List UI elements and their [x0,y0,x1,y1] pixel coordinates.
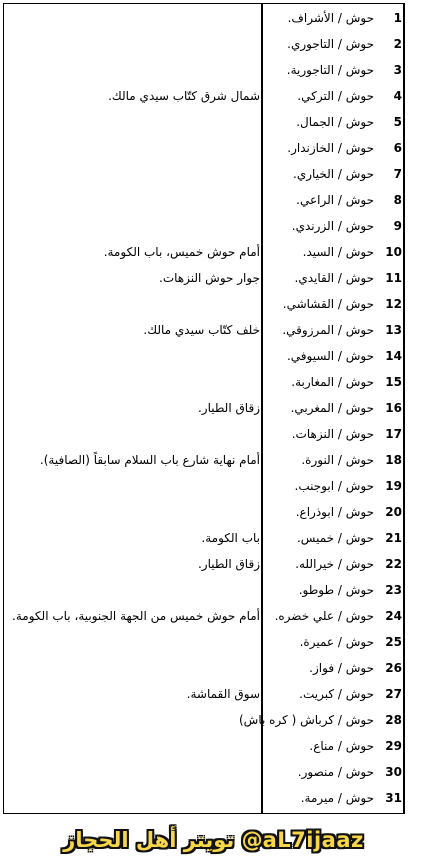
row-number: 31 [385,791,402,805]
hosh-name: حوش / التاجوري. [287,37,374,51]
row-number: 11 [385,271,402,285]
hosh-name: حوش / المغاربة. [291,375,374,389]
table-row [0,343,427,369]
table-row [0,785,427,811]
footer-twitter-handle: تويتر أهل الحجاز @aL7ijaaz [63,828,364,852]
table-row [0,187,427,213]
table-row [0,83,427,109]
hosh-name: حوش / خيرالله. [295,557,374,571]
row-number: 5 [393,115,402,129]
table-row [0,759,427,785]
row-number: 23 [385,583,402,597]
table-row [0,707,427,733]
location-note [5,57,260,83]
table-row [0,161,427,187]
location-note [5,109,260,135]
row-number: 30 [385,765,402,779]
table-row [0,681,427,707]
hosh-name: حوش / الخياري. [293,167,374,181]
location-note [5,655,260,681]
hosh-name: حوش / النورة. [301,453,374,467]
hosh-name: حوش / المغربي. [290,401,374,415]
row-number: 24 [385,609,402,623]
location-note [5,213,260,239]
location-note [5,291,260,317]
hosh-name: حوش / منصور. [297,765,374,779]
location-note [5,733,260,759]
location-note [5,759,260,785]
location-note [5,343,260,369]
location-note: باب الكومة. [201,531,260,545]
row-number: 14 [385,349,402,363]
row-number: 13 [385,323,402,337]
location-note [5,369,260,395]
hosh-name: حوش / ابوجنب. [294,479,374,493]
table-row [0,395,427,421]
hosh-name: حوش / ميرمة. [300,791,374,805]
table-row [0,603,427,629]
table-row [0,551,427,577]
table-row [0,421,427,447]
location-note [5,161,260,187]
row-number: 8 [393,193,402,207]
location-note: سوق القماشة. [186,687,260,701]
table-row [0,31,427,57]
hosh-name: حوش / الجمال. [296,115,374,129]
location-note [5,577,260,603]
row-number: 28 [385,713,402,727]
table-row [0,291,427,317]
hosh-name: حوش / فواز. [309,661,374,675]
location-note: شمال شرق كتّاب سيدي مالك. [108,89,260,103]
table-row [0,655,427,681]
table-row [0,135,427,161]
row-number: 7 [393,167,402,181]
location-note [5,629,260,655]
hosh-name: حوش / طوطو. [298,583,374,597]
row-number: 20 [385,505,402,519]
row-number: 16 [385,401,402,415]
table-row [0,629,427,655]
row-number: 12 [385,297,402,311]
row-number: 17 [385,427,402,441]
row-number: 27 [385,687,402,701]
location-note [5,31,260,57]
row-number: 1 [393,11,402,25]
table-row [0,473,427,499]
row-number: 9 [393,219,402,233]
hosh-name: حوش / النزهات. [291,427,374,441]
location-note: أمام نهاية شارع باب السلام سابقاً (الصافية). [39,453,260,467]
hosh-name: حوش / السيد. [302,245,374,259]
location-note [5,707,260,733]
row-number: 18 [385,453,402,467]
footer-banner [0,818,427,863]
location-note: زقاق الطيار. [197,557,260,571]
hosh-name: حوش / السيوفي. [286,349,374,363]
hosh-name: حوش / التركي. [297,89,374,103]
location-note [5,473,260,499]
hosh-name: حوش / الخازندار. [287,141,374,155]
location-note [5,499,260,525]
location-note: أمام حوش خميس من الجهة الجنوبية، باب الكومة. [12,609,260,623]
row-number: 10 [385,245,402,259]
row-number: 19 [385,479,402,493]
hosh-name: حوش / التاجورية. [286,63,374,77]
row-number: 26 [385,661,402,675]
row-number: 4 [393,89,402,103]
table-row [0,447,427,473]
table-row [0,499,427,525]
hosh-name: حوش / القايدي. [294,271,374,285]
hosh-name: حوش / مناع. [309,739,374,753]
location-note: جوار حوش النزهات. [159,271,260,285]
table-row [0,317,427,343]
location-note: زقاق الطيار. [197,401,260,415]
hosh-name: حوش / ابوذراع. [295,505,374,519]
row-number: 3 [393,63,402,77]
table-row [0,577,427,603]
location-note [5,421,260,447]
table-row [0,265,427,291]
row-number: 21 [385,531,402,545]
hosh-name: حوش / خميس. [296,531,374,545]
hosh-name: حوش / كرباش ( كره باش) [239,713,374,727]
location-note: أمام حوش خميس، باب الكومة. [103,245,260,259]
row-number: 6 [393,141,402,155]
location-note: خلف كتّاب سيدي مالك. [143,323,260,337]
location-note [5,135,260,161]
table-row [0,109,427,135]
table-row [0,239,427,265]
row-number: 2 [393,37,402,51]
hosh-name: حوش / الأشراف. [287,11,374,25]
hosh-name: حوش / الزرندي. [291,219,374,233]
location-note [5,187,260,213]
location-note [5,785,260,811]
table-row [0,733,427,759]
row-number: 15 [385,375,402,389]
hosh-name: حوش / عميرة. [299,635,374,649]
table-row [0,57,427,83]
location-note [5,5,260,31]
table-row [0,525,427,551]
table-row [0,213,427,239]
table-row [0,5,427,31]
hosh-name: حوش / المرزوقي. [282,323,374,337]
table-row [0,369,427,395]
row-number: 22 [385,557,402,571]
hosh-name: حوش / كبريت. [299,687,374,701]
row-number: 29 [385,739,402,753]
hosh-name: حوش / القشاشي. [282,297,374,311]
row-number: 25 [385,635,402,649]
hosh-name: حوش / الراعي. [296,193,374,207]
hosh-name: حوش / علي خضره. [274,609,374,623]
